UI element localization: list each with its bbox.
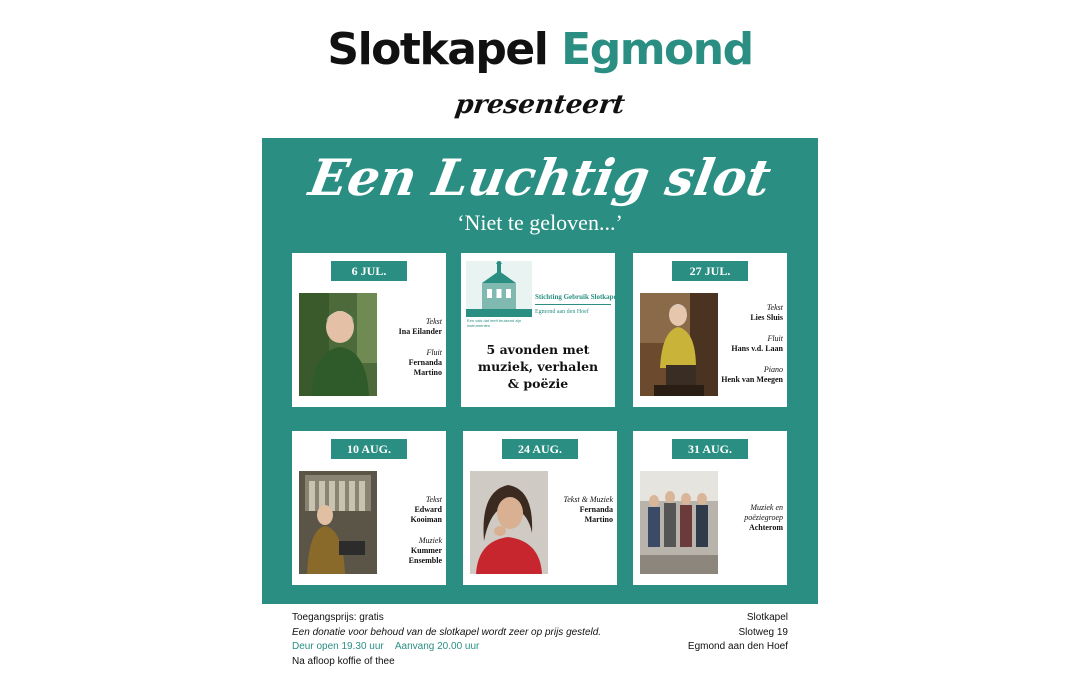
chapel-logo [466, 261, 532, 317]
event-date: 6 JUL. [331, 261, 407, 281]
event-date: 31 AUG. [672, 439, 748, 459]
credit-role: poëziegroep [744, 513, 783, 522]
event-date: 24 AUG. [502, 439, 578, 459]
event-card-10-aug [292, 431, 446, 585]
event-headline: Een Luchtig slot [304, 148, 776, 207]
summary-line: & poëzie [507, 376, 569, 391]
title-egmond: Egmond [561, 24, 753, 75]
credits [719, 303, 783, 385]
credit-role: Tekst & Muziek [563, 495, 613, 504]
after-text: Na afloop koffie of thee [292, 655, 395, 667]
program-summary [461, 341, 615, 392]
venue-name: Slotkapel [746, 612, 788, 623]
credit-name: Ina Eilander [398, 327, 442, 336]
logo-tagline: Een vals dat leeft bruisend zijn instrumenten [467, 318, 522, 328]
credit-role: Tekst [425, 495, 442, 504]
credit-name: Hans v.d. Laan [731, 344, 783, 353]
credit-name: Edward [414, 505, 442, 514]
credit-name: Achterom [748, 523, 783, 532]
credit-role: Tekst [425, 317, 442, 326]
donation-text: Een donatie voor behoud van de slotkapel wordt zeer op prijs gesteld. [292, 626, 602, 638]
credit-role: Fluit [767, 334, 783, 343]
event-card-27-jul [633, 253, 787, 407]
credits [378, 495, 442, 566]
program-summary-card [461, 253, 619, 407]
logo-name: Stichting Gebruik Slotkapel [535, 293, 619, 301]
event-card-6-jul [292, 253, 446, 407]
event-date: 10 AUG. [331, 439, 407, 459]
performer-photo-lies [640, 293, 718, 396]
event-card-24-aug [463, 431, 617, 585]
credit-name: Martino [584, 515, 613, 524]
credit-name: Kooiman [410, 515, 442, 524]
performer-photo-ina [299, 293, 377, 396]
credit-name: Ensemble [408, 556, 442, 565]
start-time: Aanvang 20.00 uur [394, 641, 480, 652]
venue-town: Egmond aan den Hoef [687, 641, 788, 652]
credit-role: Tekst [766, 303, 783, 312]
credit-name: Kummer [410, 546, 442, 555]
admission-text: Toegangsprijs: gratis [292, 612, 384, 623]
summary-line: muziek, verhalen [477, 359, 599, 374]
event-subline: ‘Niet te geloven...’ [457, 210, 623, 235]
venue-address [650, 611, 788, 655]
credits [719, 503, 783, 533]
credit-role: Muziek [418, 536, 442, 545]
credit-role: Fluit [426, 348, 442, 357]
program-panel [262, 138, 818, 604]
venue-street: Slotweg 19 [738, 626, 788, 638]
credit-role: Muziek en [750, 503, 783, 512]
credit-name: Fernanda [408, 358, 442, 367]
footer-info [292, 611, 672, 669]
event-date: 27 JUL. [672, 261, 748, 281]
event-card-31-aug [633, 431, 787, 585]
credit-name: Fernanda [579, 505, 613, 514]
performer-photo-fernanda [470, 471, 548, 574]
performer-photo-edward [299, 471, 377, 574]
summary-line: 5 avonden met [486, 342, 590, 357]
credit-name: Lies Sluis [750, 313, 783, 322]
performer-photo-achterom [640, 471, 718, 574]
credit-name: Martino [413, 368, 442, 377]
logo-place: Egmond aan den Hoef [535, 309, 589, 315]
time-info [292, 640, 672, 655]
credit-name: Henk van Meegen [721, 375, 783, 384]
title-slotkapel: Slotkapel [327, 24, 548, 75]
doors-open: Deur open 19.30 uur [292, 641, 384, 652]
page-title [0, 22, 1080, 78]
credits [378, 317, 442, 378]
credit-role: Piano [763, 365, 783, 374]
credits [549, 495, 613, 525]
presents-text: presenteert [453, 90, 627, 120]
